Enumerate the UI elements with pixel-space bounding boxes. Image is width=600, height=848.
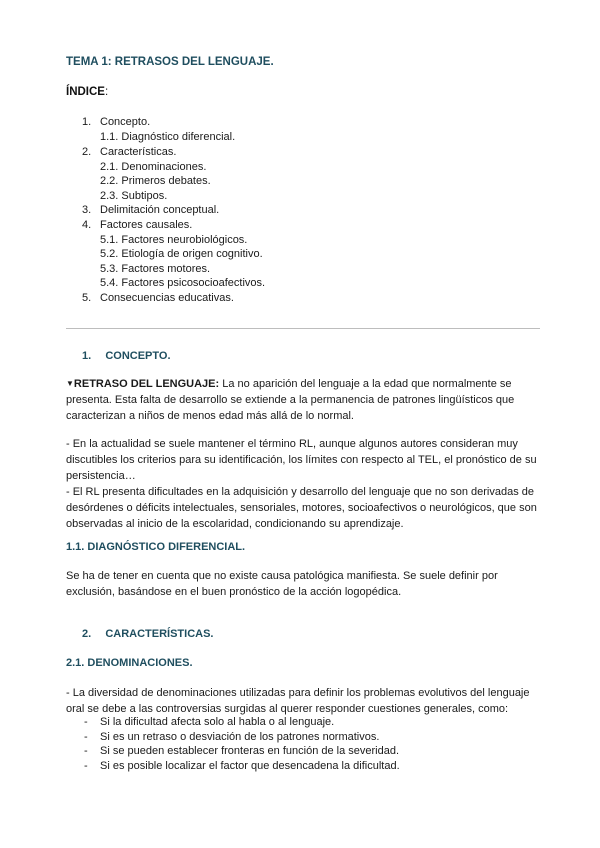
paragraph-line: - En la actualidad se suele mantener el término RL, aunque algunos autores consideran muy: [66, 438, 518, 450]
paragraph: [66, 436, 537, 532]
section-number: 1.: [82, 350, 92, 362]
definition-text: caracterizan a niños de menos edad más allá de lo normal.: [66, 410, 354, 422]
toc-subitem: 5.4. Factores psicosocioafectivos.: [100, 277, 266, 289]
toc-num: 3.: [82, 204, 92, 216]
toc-subitem: 5.2. Etiología de origen cognitivo.: [100, 248, 263, 260]
toc-subitem: 1.1. Diagnóstico diferencial.: [100, 131, 236, 143]
toc-subitem: 5.3. Factores motores.: [100, 263, 211, 275]
definition-text: La no aparición del lenguaje a la edad que normalmente se: [219, 378, 512, 390]
definition-paragraph: [66, 376, 514, 424]
paragraph-line: - El RL presenta dificultades en la adquisición y desarrollo del lenguaje que no son derivadas de: [66, 486, 534, 498]
toc-num: 5.: [82, 292, 92, 304]
toc-subitem: 2.1. Denominaciones.: [100, 161, 207, 173]
section-title: CARACTERÍSTICAS.: [105, 628, 214, 640]
toc-item: Características.: [100, 146, 177, 158]
bullet-mark: -: [84, 731, 88, 743]
toc-item: Consecuencias educativas.: [100, 292, 234, 304]
paragraph-line: exclusión, basándose en el buen pronóstico de la acción logopédica.: [66, 586, 402, 598]
toc-item: Concepto.: [100, 116, 151, 128]
horizontal-divider: [66, 328, 540, 329]
document-title: TEMA 1: RETRASOS DEL LENGUAJE.: [66, 56, 274, 68]
definition-text: presenta. Esta falta de desarrollo se extiende a la permanencia de patrones lingüísticos que: [66, 394, 515, 406]
toc-item: Factores causales.: [100, 219, 193, 231]
arrow-down-icon: ▼: [66, 379, 74, 388]
subsection-heading-denominaciones: 2.1. DENOMINACIONES.: [66, 657, 193, 669]
toc-num: 2.: [82, 146, 92, 158]
list-item: Si la dificultad afecta solo al habla o al lenguaje.: [100, 716, 335, 728]
paragraph: [66, 685, 530, 717]
bullet-mark: -: [84, 760, 88, 772]
subsection-heading-diagnostico: 1.1. DIAGNÓSTICO DIFERENCIAL.: [66, 541, 246, 553]
index-label: ÍNDICE: [66, 86, 105, 98]
bullet-mark: -: [84, 716, 88, 728]
bullet-mark: -: [84, 745, 88, 757]
toc-subitem: 5.1. Factores neurobiológicos.: [100, 234, 248, 246]
toc-subitem: 2.2. Primeros debates.: [100, 175, 211, 187]
paragraph-line: - La diversidad de denominaciones utilizadas para definir los problemas evolutivos del lenguaje: [66, 687, 530, 699]
section-heading-concepto: [82, 350, 171, 362]
toc-num: 1.: [82, 116, 92, 128]
section-number: 2.: [82, 628, 92, 640]
toc-item: Delimitación conceptual.: [100, 204, 220, 216]
definition-term: RETRASO DEL LENGUAJE:: [73, 378, 220, 390]
section-heading-caracteristicas: [82, 628, 213, 640]
section-title: CONCEPTO.: [105, 350, 171, 362]
list-item: Si se pueden establecer fronteras en función de la severidad.: [100, 745, 400, 757]
paragraph-line: desórdenes o déficits intelectuales, sensoriales, motores, socioafectivos o neurológicos, que son: [66, 502, 537, 514]
list-item: Si es un retraso o desviación de los patrones normativos.: [100, 731, 380, 743]
paragraph: [66, 568, 498, 600]
paragraph-line: oral se debe a las controversias surgidas al querer responder cuestiones generales, como:: [66, 703, 509, 715]
paragraph-line: discutibles los criterios para su identificación, los límites con respecto al TEL, el pronóstico de su: [66, 454, 537, 466]
index-heading: [66, 86, 108, 98]
paragraph-line: Se ha de tener en cuenta que no existe causa patológica manifiesta. Se suele definir por: [66, 570, 498, 582]
index-colon: :: [104, 86, 109, 98]
paragraph-line: persistencia…: [66, 470, 136, 482]
toc-num: 4.: [82, 219, 92, 231]
list-item: Si es posible localizar el factor que desencadena la dificultad.: [100, 760, 400, 772]
paragraph-line: observadas al inicio de la escolaridad, condicionando su aprendizaje.: [66, 518, 404, 530]
toc-subitem: 2.3. Subtipos.: [100, 190, 168, 202]
